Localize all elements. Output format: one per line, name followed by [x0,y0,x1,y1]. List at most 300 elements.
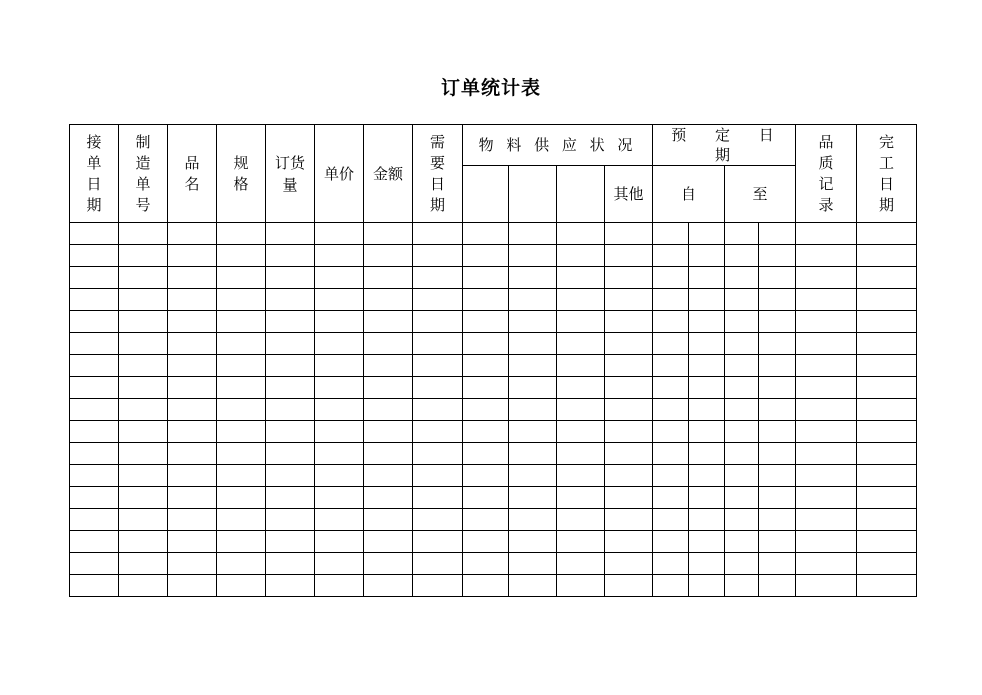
table-cell[interactable] [463,443,509,465]
table-cell[interactable] [689,355,725,377]
table-cell[interactable] [70,531,119,553]
table-cell[interactable] [557,399,605,421]
table-cell[interactable] [759,311,796,333]
table-cell[interactable] [857,245,917,267]
table-cell[interactable] [796,399,857,421]
table-cell[interactable] [266,311,315,333]
table-cell[interactable] [217,487,266,509]
table-cell[interactable] [796,267,857,289]
table-cell[interactable] [557,531,605,553]
table-cell[interactable] [364,421,413,443]
table-cell[interactable] [413,399,463,421]
table-cell[interactable] [605,289,653,311]
table-cell[interactable] [266,355,315,377]
table-cell[interactable] [70,509,119,531]
table-cell[interactable] [653,333,689,355]
table-cell[interactable] [857,333,917,355]
table-cell[interactable] [168,311,217,333]
table-cell[interactable] [119,311,168,333]
table-cell[interactable] [70,333,119,355]
table-cell[interactable] [759,531,796,553]
table-cell[interactable] [509,575,557,597]
table-cell[interactable] [266,509,315,531]
table-cell[interactable] [759,333,796,355]
table-cell[interactable] [315,531,364,553]
table-cell[interactable] [653,575,689,597]
table-cell[interactable] [509,311,557,333]
table-cell[interactable] [796,531,857,553]
table-cell[interactable] [557,333,605,355]
table-cell[interactable] [70,553,119,575]
table-cell[interactable] [119,421,168,443]
table-cell[interactable] [689,509,725,531]
table-cell[interactable] [266,289,315,311]
table-cell[interactable] [119,443,168,465]
table-cell[interactable] [168,443,217,465]
table-cell[interactable] [759,355,796,377]
table-cell[interactable] [217,399,266,421]
table-cell[interactable] [413,531,463,553]
table-cell[interactable] [413,223,463,245]
table-cell[interactable] [413,267,463,289]
table-cell[interactable] [168,487,217,509]
table-cell[interactable] [315,465,364,487]
table-cell[interactable] [689,553,725,575]
table-cell[interactable] [689,245,725,267]
table-cell[interactable] [689,421,725,443]
table-cell[interactable] [266,333,315,355]
table-cell[interactable] [364,531,413,553]
table-cell[interactable] [315,509,364,531]
table-cell[interactable] [217,421,266,443]
table-cell[interactable] [119,289,168,311]
table-cell[interactable] [463,355,509,377]
table-cell[interactable] [689,377,725,399]
table-cell[interactable] [796,443,857,465]
table-cell[interactable] [315,421,364,443]
table-cell[interactable] [653,267,689,289]
table-cell[interactable] [315,245,364,267]
table-cell[interactable] [796,289,857,311]
table-cell[interactable] [364,245,413,267]
table-cell[interactable] [266,245,315,267]
table-cell[interactable] [796,421,857,443]
table-cell[interactable] [605,531,653,553]
table-cell[interactable] [168,333,217,355]
table-cell[interactable] [759,267,796,289]
table-cell[interactable] [413,245,463,267]
table-cell[interactable] [653,465,689,487]
table-cell[interactable] [509,355,557,377]
table-cell[interactable] [217,509,266,531]
table-cell[interactable] [119,399,168,421]
table-cell[interactable] [857,223,917,245]
table-cell[interactable] [557,245,605,267]
table-cell[interactable] [509,509,557,531]
table-cell[interactable] [796,487,857,509]
table-cell[interactable] [759,443,796,465]
table-cell[interactable] [168,553,217,575]
table-cell[interactable] [509,223,557,245]
table-cell[interactable] [413,311,463,333]
table-cell[interactable] [857,311,917,333]
table-cell[interactable] [413,487,463,509]
table-cell[interactable] [217,377,266,399]
table-cell[interactable] [119,245,168,267]
table-cell[interactable] [217,223,266,245]
table-cell[interactable] [759,377,796,399]
table-cell[interactable] [557,223,605,245]
table-cell[interactable] [857,399,917,421]
table-cell[interactable] [759,465,796,487]
table-cell[interactable] [759,421,796,443]
table-cell[interactable] [463,399,509,421]
table-cell[interactable] [70,245,119,267]
table-cell[interactable] [315,443,364,465]
table-cell[interactable] [413,421,463,443]
table-cell[interactable] [217,289,266,311]
table-cell[interactable] [463,509,509,531]
table-cell[interactable] [168,509,217,531]
table-cell[interactable] [463,575,509,597]
table-cell[interactable] [364,377,413,399]
table-cell[interactable] [689,465,725,487]
table-cell[interactable] [364,355,413,377]
table-cell[interactable] [266,553,315,575]
table-cell[interactable] [557,443,605,465]
table-cell[interactable] [725,377,759,399]
table-cell[interactable] [413,377,463,399]
table-cell[interactable] [119,553,168,575]
table-cell[interactable] [857,509,917,531]
table-cell[interactable] [70,223,119,245]
table-cell[interactable] [557,421,605,443]
table-cell[interactable] [266,377,315,399]
table-cell[interactable] [509,267,557,289]
table-cell[interactable] [509,531,557,553]
table-cell[interactable] [605,223,653,245]
table-cell[interactable] [605,421,653,443]
table-cell[interactable] [689,333,725,355]
table-cell[interactable] [605,443,653,465]
table-cell[interactable] [796,553,857,575]
table-cell[interactable] [857,443,917,465]
table-cell[interactable] [605,509,653,531]
table-cell[interactable] [689,223,725,245]
table-cell[interactable] [725,399,759,421]
table-cell[interactable] [315,377,364,399]
table-cell[interactable] [605,399,653,421]
table-cell[interactable] [857,267,917,289]
table-cell[interactable] [413,553,463,575]
table-cell[interactable] [725,355,759,377]
table-cell[interactable] [315,399,364,421]
table-cell[interactable] [168,355,217,377]
table-cell[interactable] [463,223,509,245]
table-cell[interactable] [70,267,119,289]
table-cell[interactable] [119,355,168,377]
table-cell[interactable] [759,399,796,421]
table-cell[interactable] [119,509,168,531]
table-cell[interactable] [689,487,725,509]
table-cell[interactable] [653,377,689,399]
table-cell[interactable] [605,355,653,377]
table-cell[interactable] [364,333,413,355]
table-cell[interactable] [857,421,917,443]
table-cell[interactable] [605,267,653,289]
table-cell[interactable] [725,311,759,333]
table-cell[interactable] [119,333,168,355]
table-cell[interactable] [217,355,266,377]
table-cell[interactable] [725,333,759,355]
table-cell[interactable] [266,223,315,245]
table-cell[interactable] [509,333,557,355]
table-cell[interactable] [605,465,653,487]
table-cell[interactable] [217,465,266,487]
table-cell[interactable] [315,267,364,289]
table-cell[interactable] [689,399,725,421]
table-cell[interactable] [509,289,557,311]
table-cell[interactable] [689,267,725,289]
table-cell[interactable] [364,487,413,509]
table-cell[interactable] [857,553,917,575]
table-cell[interactable] [315,487,364,509]
table-cell[interactable] [217,311,266,333]
table-cell[interactable] [653,355,689,377]
table-cell[interactable] [168,421,217,443]
table-cell[interactable] [413,443,463,465]
table-cell[interactable] [759,509,796,531]
table-cell[interactable] [725,487,759,509]
table-cell[interactable] [725,553,759,575]
table-cell[interactable] [364,553,413,575]
table-cell[interactable] [364,311,413,333]
table-cell[interactable] [857,377,917,399]
table-cell[interactable] [689,443,725,465]
table-cell[interactable] [70,421,119,443]
table-cell[interactable] [653,289,689,311]
table-cell[interactable] [759,289,796,311]
table-cell[interactable] [119,223,168,245]
table-cell[interactable] [70,311,119,333]
table-cell[interactable] [217,553,266,575]
table-cell[interactable] [509,553,557,575]
table-cell[interactable] [315,553,364,575]
table-cell[interactable] [796,355,857,377]
table-cell[interactable] [463,487,509,509]
table-cell[interactable] [217,333,266,355]
table-cell[interactable] [168,267,217,289]
table-cell[interactable] [463,377,509,399]
table-cell[interactable] [463,289,509,311]
table-cell[interactable] [364,267,413,289]
table-cell[interactable] [168,531,217,553]
table-cell[interactable] [759,245,796,267]
table-cell[interactable] [168,399,217,421]
table-cell[interactable] [364,443,413,465]
table-cell[interactable] [315,575,364,597]
table-cell[interactable] [168,289,217,311]
table-cell[interactable] [463,421,509,443]
table-cell[interactable] [463,245,509,267]
table-cell[interactable] [463,311,509,333]
table-cell[interactable] [70,377,119,399]
table-cell[interactable] [217,443,266,465]
table-cell[interactable] [557,487,605,509]
table-cell[interactable] [557,575,605,597]
table-cell[interactable] [653,399,689,421]
table-cell[interactable] [509,487,557,509]
table-cell[interactable] [266,575,315,597]
table-cell[interactable] [725,289,759,311]
table-cell[interactable] [653,531,689,553]
table-cell[interactable] [796,509,857,531]
table-cell[interactable] [653,245,689,267]
table-cell[interactable] [266,421,315,443]
table-cell[interactable] [70,355,119,377]
table-cell[interactable] [266,487,315,509]
table-cell[interactable] [119,487,168,509]
table-cell[interactable] [759,553,796,575]
table-cell[interactable] [605,245,653,267]
table-cell[interactable] [463,553,509,575]
table-cell[interactable] [70,465,119,487]
table-cell[interactable] [557,267,605,289]
table-cell[interactable] [168,377,217,399]
table-cell[interactable] [557,289,605,311]
table-cell[interactable] [119,267,168,289]
table-cell[interactable] [217,267,266,289]
table-cell[interactable] [266,399,315,421]
table-cell[interactable] [315,333,364,355]
table-cell[interactable] [364,509,413,531]
table-cell[interactable] [168,245,217,267]
table-cell[interactable] [796,377,857,399]
table-cell[interactable] [759,487,796,509]
table-cell[interactable] [605,333,653,355]
table-cell[interactable] [653,421,689,443]
table-cell[interactable] [605,487,653,509]
table-cell[interactable] [689,289,725,311]
table-cell[interactable] [463,531,509,553]
table-cell[interactable] [364,223,413,245]
table-cell[interactable] [509,377,557,399]
table-cell[interactable] [413,355,463,377]
table-cell[interactable] [119,575,168,597]
table-cell[interactable] [857,575,917,597]
table-cell[interactable] [266,465,315,487]
table-cell[interactable] [725,267,759,289]
table-cell[interactable] [364,399,413,421]
table-cell[interactable] [266,531,315,553]
table-cell[interactable] [119,465,168,487]
table-cell[interactable] [413,465,463,487]
table-cell[interactable] [463,465,509,487]
table-cell[interactable] [605,311,653,333]
table-cell[interactable] [119,377,168,399]
table-cell[interactable] [364,465,413,487]
table-cell[interactable] [168,223,217,245]
table-cell[interactable] [266,443,315,465]
table-cell[interactable] [653,311,689,333]
table-cell[interactable] [315,311,364,333]
table-cell[interactable] [217,245,266,267]
table-cell[interactable] [168,575,217,597]
table-cell[interactable] [857,531,917,553]
table-cell[interactable] [413,333,463,355]
table-cell[interactable] [413,289,463,311]
table-cell[interactable] [725,223,759,245]
table-cell[interactable] [557,509,605,531]
table-cell[interactable] [70,399,119,421]
table-cell[interactable] [857,355,917,377]
table-cell[interactable] [689,311,725,333]
table-cell[interactable] [725,421,759,443]
table-cell[interactable] [557,311,605,333]
table-cell[interactable] [759,575,796,597]
table-cell[interactable] [509,465,557,487]
table-cell[interactable] [168,465,217,487]
table-cell[interactable] [857,465,917,487]
table-cell[interactable] [857,487,917,509]
table-cell[interactable] [605,575,653,597]
table-cell[interactable] [509,245,557,267]
table-cell[interactable] [796,575,857,597]
table-cell[interactable] [653,487,689,509]
table-cell[interactable] [759,223,796,245]
table-cell[interactable] [725,575,759,597]
table-cell[interactable] [725,509,759,531]
table-cell[interactable] [509,421,557,443]
table-cell[interactable] [796,245,857,267]
table-cell[interactable] [725,531,759,553]
table-cell[interactable] [463,267,509,289]
table-cell[interactable] [653,223,689,245]
table-cell[interactable] [725,465,759,487]
table-cell[interactable] [653,443,689,465]
table-cell[interactable] [857,289,917,311]
table-cell[interactable] [796,311,857,333]
table-cell[interactable] [70,289,119,311]
table-cell[interactable] [70,443,119,465]
table-cell[interactable] [266,267,315,289]
table-cell[interactable] [315,355,364,377]
table-cell[interactable] [557,355,605,377]
table-cell[interactable] [463,333,509,355]
table-cell[interactable] [557,377,605,399]
table-cell[interactable] [509,399,557,421]
table-cell[interactable] [725,245,759,267]
table-cell[interactable] [653,509,689,531]
table-cell[interactable] [217,531,266,553]
table-cell[interactable] [796,223,857,245]
table-cell[interactable] [509,443,557,465]
table-cell[interactable] [119,531,168,553]
table-cell[interactable] [605,553,653,575]
table-cell[interactable] [689,531,725,553]
table-cell[interactable] [70,575,119,597]
table-cell[interactable] [557,553,605,575]
table-cell[interactable] [217,575,266,597]
table-cell[interactable] [413,575,463,597]
table-cell[interactable] [725,443,759,465]
table-cell[interactable] [315,289,364,311]
table-cell[interactable] [315,223,364,245]
table-cell[interactable] [653,553,689,575]
table-cell[interactable] [605,377,653,399]
table-cell[interactable] [413,509,463,531]
table-cell[interactable] [796,465,857,487]
